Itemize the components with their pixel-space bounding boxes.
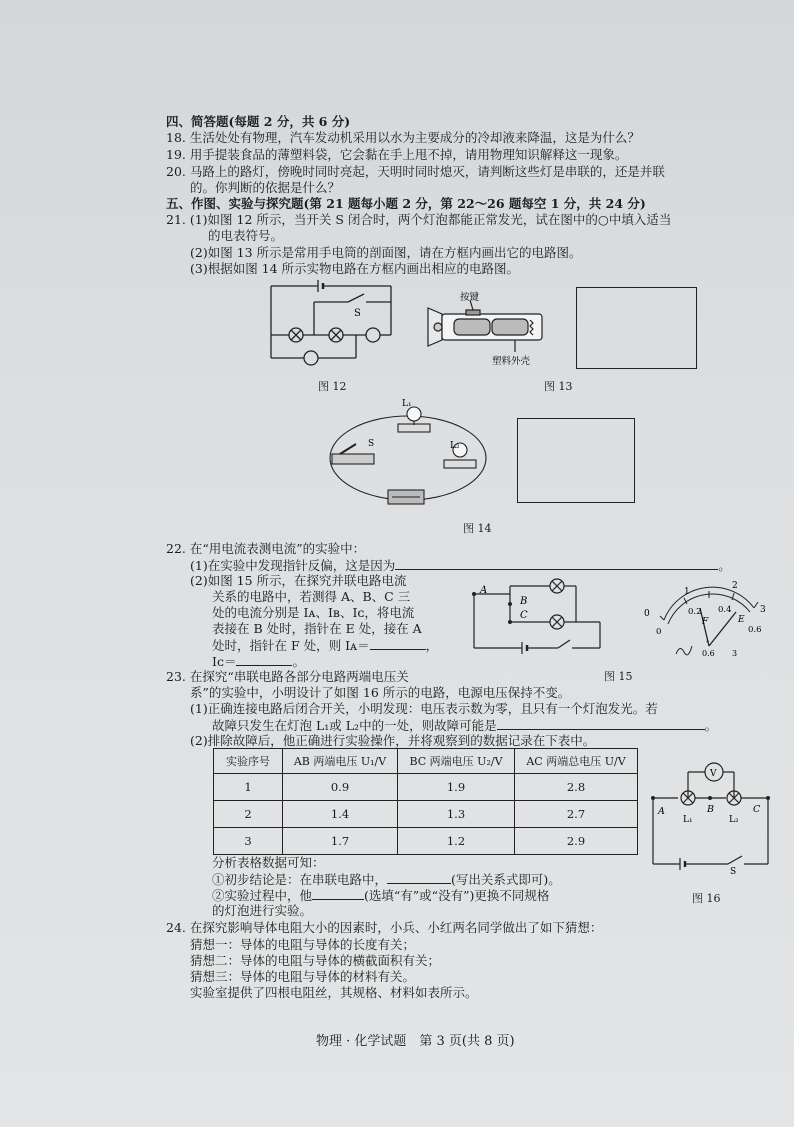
figure-14-answer-box[interactable] (517, 418, 635, 503)
question-22-part2-line1: (2)如图 15 所示，在探究并联电路电流 (190, 573, 407, 588)
figure-14-S-label: S (368, 439, 375, 449)
question-23-part2: (2)排除故障后，他正确进行实验操作，并将观察到的数据记录在下表中。 (190, 733, 596, 748)
question-23-part1-line2: 故障只发生在灯泡 L₁或 L₂中的一处，则故障可能是 。 (212, 718, 718, 733)
figure-14-physical-circuit (326, 398, 496, 513)
figure-15-point-C: C (520, 610, 528, 621)
question-24-guess3: 猜想三：导体的电阻与导体的材料有关。 (190, 969, 416, 984)
meter-tick-bottom-0: 0 (656, 627, 662, 637)
meter-terminal-minus: - (706, 637, 710, 647)
figure-16-circuit (650, 760, 775, 875)
meter-tick-top-2: 2 (732, 581, 738, 591)
table-cell: 2.7 (515, 801, 638, 828)
table-row (214, 774, 638, 801)
figure-13-caption: 图 13 (544, 380, 573, 393)
meter-tick-top-3: 3 (760, 605, 766, 615)
figure-13-flashlight (420, 290, 550, 370)
section4-header: 四、简答题(每题 2 分，共 6 分) (166, 114, 351, 129)
question-22-part2-line5: 处时，指针在 F 处，则 Iᴀ＝ ， (212, 638, 439, 653)
figure-15-point-A: A (480, 585, 488, 596)
table-cell: 2.9 (515, 828, 638, 855)
voltage-data-table (213, 748, 638, 855)
question-23-blank-fault[interactable] (497, 717, 705, 730)
figure-13-button-label: 按键 (460, 292, 480, 303)
question-24-guess2: 猜想二：导体的电阻与导体的横截面积有关； (190, 953, 441, 968)
table-header-u: AC 两端总电压 U/V (515, 749, 638, 774)
question-20-line2: 的。你判断的依据是什么？ (190, 180, 341, 195)
figure-14-L1-label: L₁ (402, 399, 412, 409)
table-cell: 1 (214, 774, 283, 801)
figure-16-S: S (730, 867, 737, 877)
question-22-stem: 22. 在“用电流表测电流”的实验中： (166, 541, 366, 556)
table-cell: 1.9 (398, 774, 515, 801)
table-cell: 3 (214, 828, 283, 855)
question-24-line5: 实验室提供了四根电阻丝，其规格、材料如表所示。 (190, 985, 478, 1000)
table-cell: 2 (214, 801, 283, 828)
figure-15-ammeter-dial (640, 578, 770, 658)
figure-13-answer-box[interactable] (576, 287, 697, 369)
figure-12-switch-label: S (354, 308, 361, 319)
figure-16-L1: L₁ (683, 815, 693, 825)
figure-16-point-C: C (753, 804, 761, 815)
meter-tick-top-1: 1 (684, 587, 690, 597)
figure-13-shell-label: 塑料外壳 (492, 356, 531, 367)
table-row (214, 801, 638, 828)
question-20-line1: 20. 马路上的路灯，傍晚时同时亮起，天明时同时熄灭，请判断这些灯是串联的，还是并联 (166, 164, 665, 179)
meter-tick-bottom-0.4: 0.4 (718, 605, 732, 615)
question-24-guess1: 猜想一：导体的电阻与导体的长度有关； (190, 937, 416, 952)
table-header-row (214, 749, 638, 774)
question-22-part2-line4: 表接在 B 处时，指针在 E 处，接在 A (212, 621, 422, 636)
question-21-part1-line2: 的电表符号。 (208, 228, 284, 243)
figure-14-caption: 图 14 (463, 522, 492, 535)
question-23-blank-changed[interactable] (312, 887, 364, 900)
figure-14-L2-label: L₂ (450, 441, 460, 451)
question-22-part2-line2: 关系的电路中，若测得 A、B、C 三 (212, 589, 411, 604)
section5-header: 五、作图、实验与探究题(第 21 题每小题 2 分，第 22～26 题每空 1 分，共 24 分) (166, 196, 646, 211)
question-22-part1: (1)在实验中发现指针反偏，这是因为 。 (190, 558, 731, 573)
table-header-u1: AB 两端电压 U₁/V (283, 749, 398, 774)
question-23-part1-line1: (1)正确连接电路后闭合开关，小明发现：电压表示数为零，且只有一个灯泡发光。若 (190, 701, 658, 716)
meter-tick-bottom-0.6: 0.6 (748, 625, 762, 635)
figure-15-caption: 图 15 (604, 670, 633, 683)
meter-tick-bottom-0.2: 0.2 (688, 607, 702, 617)
question-23-conclusion2-line2: 的灯泡进行实验。 (212, 903, 313, 918)
question-22-part2-line6: Iᴄ＝ 。 (212, 654, 305, 669)
meter-label-E: E (738, 615, 745, 625)
meter-terminal-3: 3 (732, 649, 738, 658)
figure-16-point-B: B (707, 804, 714, 815)
question-24-line1: 24. 在探究影响导体电阻大小的因素时，小兵、小红两名同学做出了如下猜想： (166, 920, 603, 935)
table-header-index: 实验序号 (214, 749, 283, 774)
figure-15-circuit (472, 580, 602, 660)
table-cell: 0.9 (283, 774, 398, 801)
question-23-stem-line2: 系”的实验中，小明设计了如图 16 所示的电路，电源电压保持不变。 (190, 685, 571, 700)
page-footer: 物理 · 化学试题 第 3 页(共 8 页) (316, 1034, 515, 1049)
question-21-part2: (2)如图 13 所示是常用手电筒的剖面图，请在方框内画出它的电路图。 (190, 245, 582, 260)
question-23-blank-relation[interactable] (387, 871, 451, 884)
question-23-stem-line1: 23. 在探究“串联电路各部分电路两端电压关 (166, 669, 409, 684)
question-22-blank1[interactable] (395, 557, 718, 570)
question-23-conclusion1: ①初步结论是：在串联电路中， (写出关系式即可)。 (212, 872, 561, 887)
figure-12-circuit (266, 280, 396, 370)
figure-16-voltmeter: V (710, 769, 717, 779)
question-22-blank-IA[interactable] (370, 637, 426, 650)
question-21-part1-line1: 21. (1)如图 12 所示，当开关 S 闭合时，两个灯泡都能正常发光，试在图中的○中填入适当 (166, 212, 672, 227)
figure-15-point-B: B (520, 596, 528, 607)
question-23-conclusion2: ②实验过程中，他 (选填“有”或“没有”)更换不同规格 (212, 888, 550, 903)
meter-terminal-0.6: 0.6 (702, 649, 715, 658)
table-cell: 1.4 (283, 801, 398, 828)
figure-16-caption: 图 16 (692, 892, 721, 905)
question-19: 19. 用手提装食品的薄塑料袋，它会黏在手上甩不掉，请用物理知识解释这一现象。 (166, 147, 628, 162)
table-cell: 2.8 (515, 774, 638, 801)
question-18: 18. 生活处处有物理，汽车发动机采用以水为主要成分的冷却液来降温，这是为什么？ (166, 130, 640, 145)
table-cell: 1.7 (283, 828, 398, 855)
table-row (214, 828, 638, 855)
figure-16-L2: L₂ (729, 815, 739, 825)
question-22-part2-line3: 处的电流分别是 Iᴀ、Iʙ、Iᴄ，将电流 (212, 605, 415, 620)
figure-12-caption: 图 12 (318, 380, 347, 393)
question-22-blank-IC[interactable] (236, 653, 292, 666)
meter-label-F: F (702, 617, 709, 627)
question-21-part3: (3)根据如图 14 所示实物电路在方框内画出相应的电路图。 (190, 261, 520, 276)
table-header-u2: BC 两端电压 U₂/V (398, 749, 515, 774)
meter-tick-top-0: 0 (644, 609, 650, 619)
question-23-analysis: 分析表格数据可知： (212, 855, 325, 870)
table-cell: 1.2 (398, 828, 515, 855)
figure-16-point-A: A (658, 806, 665, 817)
table-cell: 1.3 (398, 801, 515, 828)
